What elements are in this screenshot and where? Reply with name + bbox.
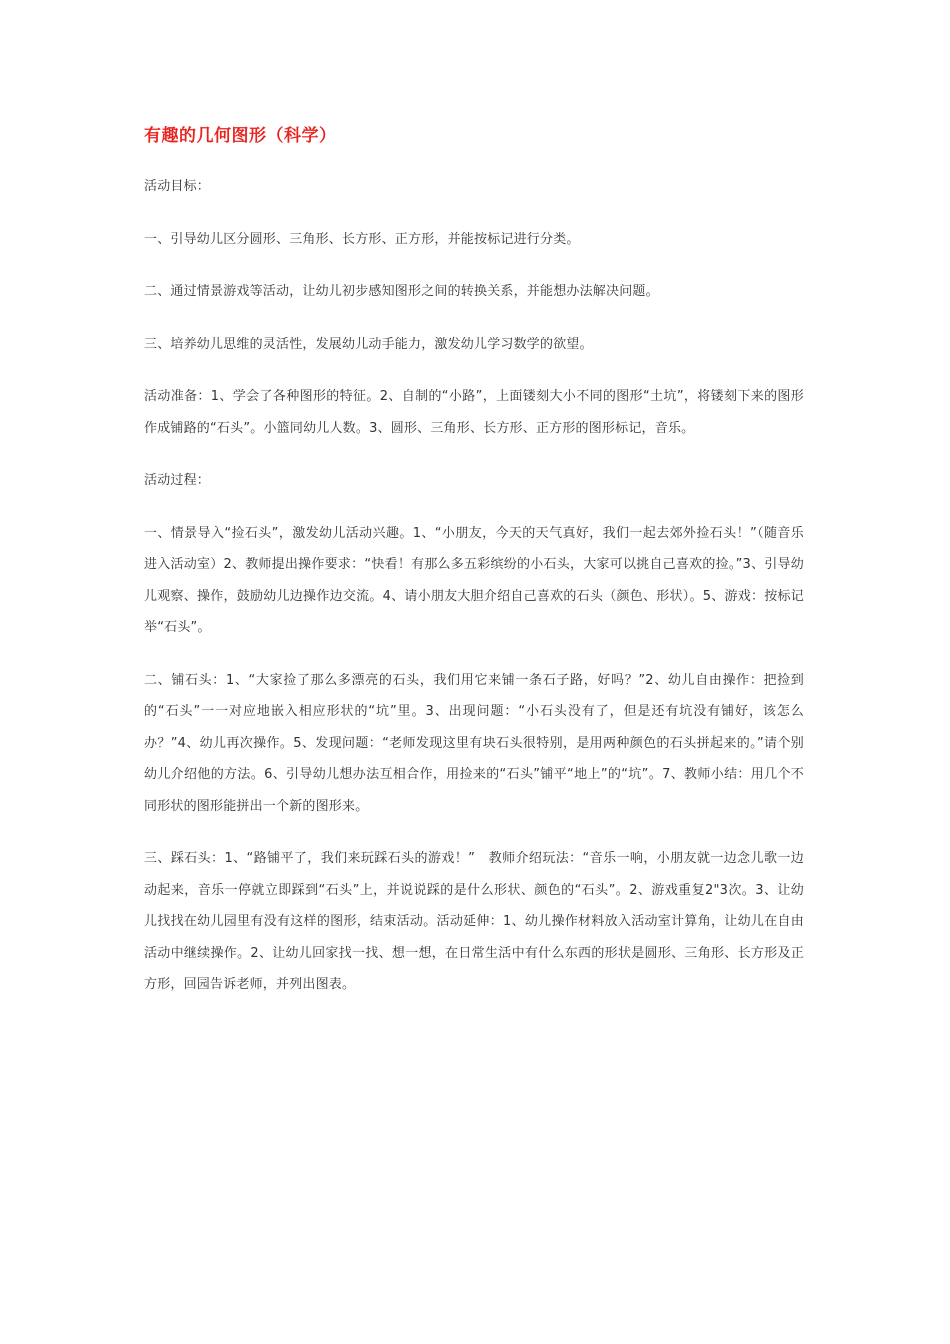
preparation-paragraph: 活动准备：1、学会了各种图形的特征。2、自制的“小路”，上面镂刻大小不同的图形“土坑”，将镂刻下来的图形作成铺路的“石头”。小篮同幼儿人数。3、圆形、三角形、长方形、正方形的图形标记，音乐。 <box>144 389 804 436</box>
document-title: 有趣的几何图形（科学） <box>144 126 337 146</box>
document-page <box>144 118 804 1022</box>
section-heading-goals: 活动目标： <box>144 179 211 194</box>
goal-item-3: 三、培养幼儿思维的灵活性，发展幼儿动手能力，激发幼儿学习数学的欲望。 <box>144 336 593 352</box>
process-step-2: 二、铺石头：1、“大家捡了那么多漂亮的石头，我们用它来铺一条石子路，好吗？”2、幼儿自由操作：把捡到的“石头”一一对应地嵌入相应形状的“坑”里。3、出现问题：“小石头没有了，但是还有坑没有铺好，该怎么办？”4、幼儿再次操作。5、发现问题：“老师发现这里有块石头很特别，是用两种颜色的石头拼起来的。”请个别幼儿介绍他的方法。6、引导幼儿想办法互相合作，用捡来的“石头”铺平“地上”的“坑”。7、教师小结：用几个不同形状的图形能拼出一个新的图形来。 <box>144 672 804 814</box>
process-step-1: 一、情景导入“捡石头”，激发幼儿活动兴趣。1、“小朋友，今天的天气真好，我们一起去郊外捡石头！”（随音乐进入活动室）2、教师提出操作要求：“快看！有那么多五彩缤纷的小石头，大家可以挑自己喜欢的捡。”3、引导幼儿观察、操作，鼓励幼儿边操作边交流。4、请小朋友大胆介绍自己喜欢的石头（颜色、形状）。5、游戏：按标记举“石头”。 <box>144 525 804 635</box>
goal-item-2: 二、通过情景游戏等活动，让幼儿初步感知图形之间的转换关系，并能想办法解决问题。 <box>144 284 659 299</box>
goal-item-1: 一、引导幼儿区分圆形、三角形、长方形、正方形，并能按标记进行分类。 <box>144 231 580 247</box>
section-heading-process: 活动过程： <box>144 473 211 488</box>
process-step-3: 三、踩石头：1、“路铺平了，我们来玩踩石头的游戏！” 教师介绍玩法：“音乐一响，小朋友就一边念儿歌一边动起来，音乐一停就立即踩到“石头”上，并说说踩的是什么形状、颜色的“石头”。2、游戏重复2"3次。3、让幼儿找找在幼儿园里有没有这样的图形，结束活动。活动延伸：1、幼儿操作材料放入活动室计算角，让幼儿在自由活动中继续操作。2、让幼儿回家找一找、想一想，在日常生活中有什么东西的形状是圆形、三角形、长方形及正方形，回园告诉老师，并列出图表。 <box>144 851 804 992</box>
